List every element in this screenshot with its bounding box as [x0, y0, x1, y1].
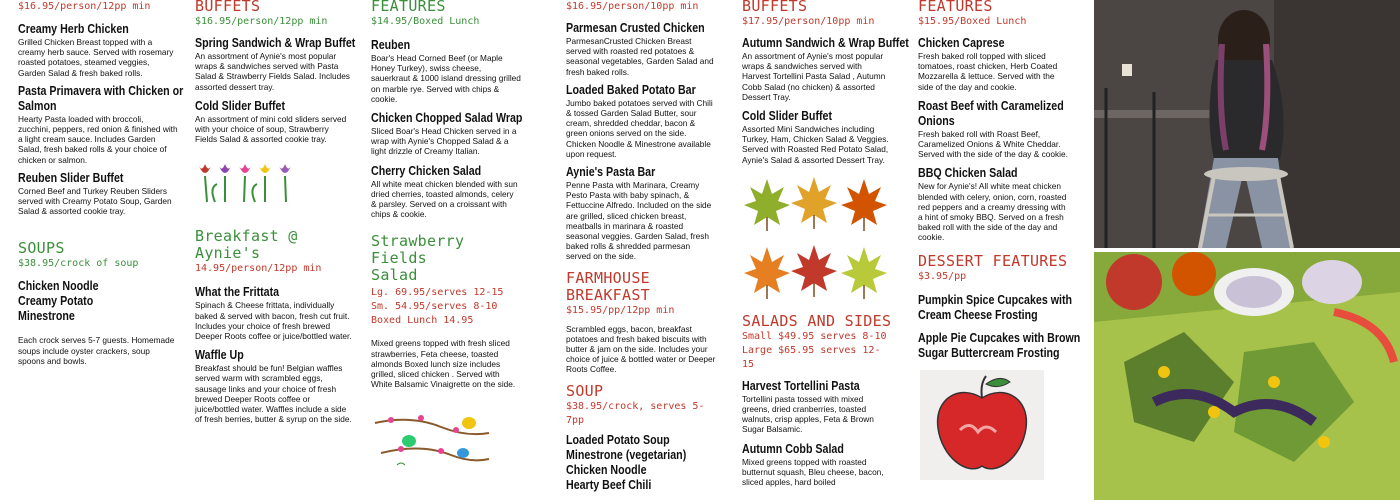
menu-item	[195, 347, 353, 424]
item-name: Apple Pie Cupcakes with Brown	[918, 329, 1081, 345]
breakfast-section	[195, 228, 353, 424]
column-5	[742, 0, 909, 500]
price-line: $16.95/person/10pp min	[566, 1, 699, 12]
item-desc: An assortment of Aynie's most popular wraps & sandwiches served with Pasta Salad & Strawberry Fields Salad. Includes assorted dessert tray.	[195, 51, 350, 92]
item-desc: Hearty Pasta loaded with broccoli, zucchini, peppers, red onion & finished with a light cream sauce. Includes Garden Salad, fresh baked rolls & your choice of chicken or salmon.	[18, 113, 178, 165]
section-header-cont: BREAKFAST	[566, 285, 650, 304]
menu-item	[371, 37, 521, 104]
item-name: Harvest Tortellini Pasta	[742, 377, 860, 393]
price-line: $14.95/Boxed Lunch	[371, 16, 480, 27]
price-line: $15.95/Boxed Lunch	[918, 16, 1027, 27]
item-desc: Assorted Mini Sandwiches including Turkey, Ham, Chicken Salad & Veggies. Served with Roasted Red Potato Salad, Aynie's Salad & assorted Dessert Tray.	[742, 124, 889, 165]
menu-item	[918, 329, 1081, 360]
item-desc: Mixed greens topped with roasted butternut squash, Bleu cheese, bacon, sliced apples, hard boiled	[742, 456, 884, 488]
item-desc: Boar's Head Corned Beef (or Maple Honey Turkey), swiss cheese, sauerkraut & 1000 island dressing grilled on marble rye. Served with chips & cookie.	[371, 53, 521, 104]
section-header-cont: Salad	[371, 266, 418, 285]
soup-name: Minestrone (vegetarian)	[566, 446, 687, 462]
item-name: Reuben Slider Buffet	[18, 169, 124, 185]
menu-item	[566, 20, 716, 77]
price-line: $38.95/crock, serves 5-7pp	[566, 400, 705, 426]
menu-item	[18, 170, 178, 217]
section-header: FARMHOUSE	[566, 268, 650, 287]
item-name-cont: Sugar Buttercream Frosting	[918, 344, 1060, 360]
photo-illustration	[1094, 252, 1400, 500]
section-header: BUFFETS	[195, 0, 261, 15]
price-line: $16.95/person/12pp min	[18, 1, 151, 12]
item-name: Parmesan Crusted Chicken	[566, 20, 705, 35]
item-desc: All white meat chicken blended with sun dried cherries, toasted almonds, celery & parsley. Served on a croissant with chips & cookie.	[371, 178, 518, 220]
item-name: Cherry Chicken Salad	[371, 162, 482, 178]
column-6	[918, 0, 1081, 500]
strawberry-section	[371, 233, 521, 389]
price-line: $38.95/crock of soup	[18, 258, 139, 270]
item-desc: Corned Beef and Turkey Reuben Sliders served with Creamy Potato Soup, Garden Salad & assorted cookie tray.	[18, 185, 172, 217]
column-2	[195, 0, 356, 500]
section-header: Strawberry Fields	[371, 232, 465, 268]
menu-item	[742, 108, 892, 165]
soup-name: Chicken Noodle	[566, 461, 647, 477]
soup-name: Chicken Noodle	[18, 278, 99, 294]
soups-section	[18, 240, 178, 366]
column-4	[566, 0, 716, 500]
price-line: Boxed Lunch 14.95	[371, 315, 474, 327]
menu-item	[195, 284, 353, 341]
bird-icon	[375, 415, 489, 465]
item-desc: Grilled Chicken Breast topped with a creamy herb sauce. Served with rosemary roasted potatoes, steamed veggies, Garden Salad & fresh baked rolls.	[18, 37, 174, 78]
menu-item	[18, 82, 184, 165]
menu-item	[918, 98, 1072, 160]
menu-item	[195, 35, 356, 92]
item-desc: Penne Pasta with Marinara, Creamy Pesto Pasta with baby spinach, & Fettuccine Alfredo. Included on the side are grilled, sliced chicken breast, meatballs in marinara & roasted seasonal veggies. Garden Salad, fresh baked rolls & shredded parmesan served on the side.	[566, 180, 712, 262]
price-line: Sm. 54.95/serves 8-10	[371, 301, 498, 313]
item-desc: Fresh baked roll with Roast Beef, Caramelized Onions & White Cheddar. Served with the side of the day & cookie.	[918, 128, 1068, 160]
soup-name: Loaded Potato Soup	[566, 431, 670, 447]
maple-leaf-icon	[744, 177, 887, 299]
item-name: Spring Sandwich & Wrap Buffet	[195, 35, 356, 50]
dessert-section	[918, 251, 1081, 360]
menu-item	[566, 164, 716, 262]
item-name: Autumn Sandwich & Wrap Buffet	[742, 35, 909, 50]
item-name: BBQ Chicken Salad	[918, 165, 1018, 181]
item-name: Autumn Cobb Salad	[742, 440, 844, 456]
tulip-icon	[199, 164, 291, 202]
item-name: Pumpkin Spice Cupcakes with	[918, 291, 1073, 307]
item-name: Chicken Caprese	[918, 35, 1005, 50]
item-name-cont: Cream Cheese Frosting	[918, 306, 1038, 322]
item-desc: An assortment of Aynie's most popular wraps & sandwiches served with Harvest Tortellini Pasta Salad , Autumn Cobb Salad (no chicken) & assorted Dessert Tray.	[742, 51, 886, 102]
item-desc: Scrambled eggs, bacon, breakfast potatoes and fresh baked biscuits with butter & jam on the side. Includes your choice of juice & bottled water or Deeper Roots Coffee.	[566, 323, 716, 375]
item-name: Chicken Chopped Salad Wrap	[371, 110, 523, 126]
price-line: Small $49.95 serves 8-10	[742, 330, 887, 342]
soup-note: Each crock serves 5-7 guests. Homemade soups include oyster crackers, soup spoons and bowls.	[18, 335, 175, 366]
item-name-cont: Salmon	[18, 97, 57, 113]
item-name-cont: Onions	[918, 112, 955, 128]
column-3	[371, 0, 521, 500]
menu-item	[371, 163, 521, 220]
photo-woman-on-stool	[1094, 0, 1400, 248]
photo-salad-bowl	[1094, 252, 1400, 500]
apple-illustration	[920, 370, 1044, 480]
section-header: SALADS AND SIDES	[742, 311, 892, 330]
section-header: FEATURES	[371, 0, 446, 15]
price-line: Large $65.95 serves 12-15	[742, 344, 881, 370]
section-header: FEATURES	[918, 0, 993, 15]
section-header: BUFFETS	[742, 0, 808, 15]
item-desc: An assortment of mini cold sliders served with your choice of soup, Strawberry Fields Salad & assorted cookie tray.	[195, 113, 347, 145]
price-line: $15.95/pp/12pp min	[566, 304, 675, 316]
item-desc: Tortellini pasta tossed with mixed greens, dried cranberries, toasted walnuts, crisp apples, Feta & Brown Sugar Balsamic.	[742, 393, 874, 435]
menu-item	[918, 35, 1072, 92]
price-line: Lg. 69.95/serves 12-15	[371, 287, 504, 299]
section-header: Breakfast @ Aynie's	[195, 227, 298, 263]
menu-item	[371, 110, 521, 157]
menu-item	[566, 82, 716, 159]
soup-name: Hearty Beef Chili	[566, 476, 652, 492]
section-header: SOUPS	[18, 239, 65, 258]
menu-item	[195, 98, 353, 145]
item-name: Cold Slider Buffet	[742, 108, 833, 124]
item-desc: Breakfast should be fun! Belgian waffles served warm with scrambled eggs, sausage links and your choice of fresh brewed Deeper Roots coffee or juice/bottled water. Waffles include a side of fresh berries, butter & syrup on the side.	[195, 363, 352, 425]
item-name: Creamy Herb Chicken	[18, 21, 129, 36]
farmhouse-section	[566, 270, 716, 375]
soup-name: Minestrone	[18, 308, 75, 324]
section-header: SOUP	[566, 381, 604, 400]
item-desc: ParmesanCrusted Chicken Breast served with roasted red potatoes & seasonal vegetables, Garden Salad and fresh baked rolls.	[566, 36, 714, 77]
item-name: What the Frittata	[195, 284, 280, 300]
autumn-leaves-illustration	[742, 169, 892, 309]
menu-item	[742, 35, 909, 102]
item-desc: Jumbo baked potatoes served with Chili & tossed Garden Salad Butter, sour cream, shredded cheddar, bacon & green onions served on the side. Chicken Noodle & Minestrone available upon request.	[566, 97, 713, 159]
menu-item	[742, 441, 892, 488]
photo-illustration	[1094, 0, 1400, 248]
price-line: $16.95/person/12pp min	[195, 16, 328, 27]
item-name: Loaded Baked Potato Bar	[566, 81, 696, 97]
menu-item	[918, 292, 1072, 322]
soup-section	[566, 383, 716, 492]
salads-section	[742, 313, 892, 487]
item-name: Roast Beef with Caramelized	[918, 97, 1064, 113]
item-desc: Fresh baked roll topped with sliced tomatoes, roast chicken, Herb Coated Mozzarella & lettuce. Served with the side of the day and cookie.	[918, 51, 1058, 92]
menu-item	[18, 21, 178, 78]
column-1	[18, 0, 184, 500]
price-line: $17.95/person/10pp min	[742, 16, 875, 27]
item-desc: New for Aynie's! All white meat chicken blended with celery, onion, corn, roasted red peppers and a creamy dressing with a hint of smoky BBQ. Served on a fresh baked roll with the side of the day and cookie.	[918, 181, 1067, 243]
price-line: 14.95/person/12pp min	[195, 263, 322, 275]
item-name: Waffle Up	[195, 347, 244, 363]
item-name: Pasta Primavera with Chicken or	[18, 82, 184, 98]
section-header: DESSERT FEATURES	[918, 251, 1068, 270]
item-desc: Spinach & Cheese frittata, individually baked & served with bacon, fresh cut fruit. Includes your choice of fresh brewed Deeper Roots coffee or juice/bottled water.	[195, 300, 352, 342]
menu-item	[918, 165, 1072, 242]
item-name: Cold Slider Buffet	[195, 97, 286, 113]
tulips-illustration	[195, 158, 295, 204]
item-name: Aynie's Pasta Bar	[566, 164, 656, 180]
birds-branch-illustration	[371, 403, 491, 473]
item-desc: Mixed greens topped with fresh sliced strawberries, Feta cheese, toasted almonds Boxed lunch size includes grilled, sliced chicken . Served with White Balsamic Vinaigrette on the side.	[371, 338, 516, 390]
soup-name: Creamy Potato	[18, 293, 94, 309]
price-line: $3.95/pp	[918, 270, 967, 282]
menu-item	[742, 378, 892, 435]
item-desc: Sliced Boar's Head Chicken served in a wrap with Aynie's Chopped Salad & a light drizzle of Creamy Italian.	[371, 126, 517, 157]
item-name: Reuben	[371, 37, 411, 52]
